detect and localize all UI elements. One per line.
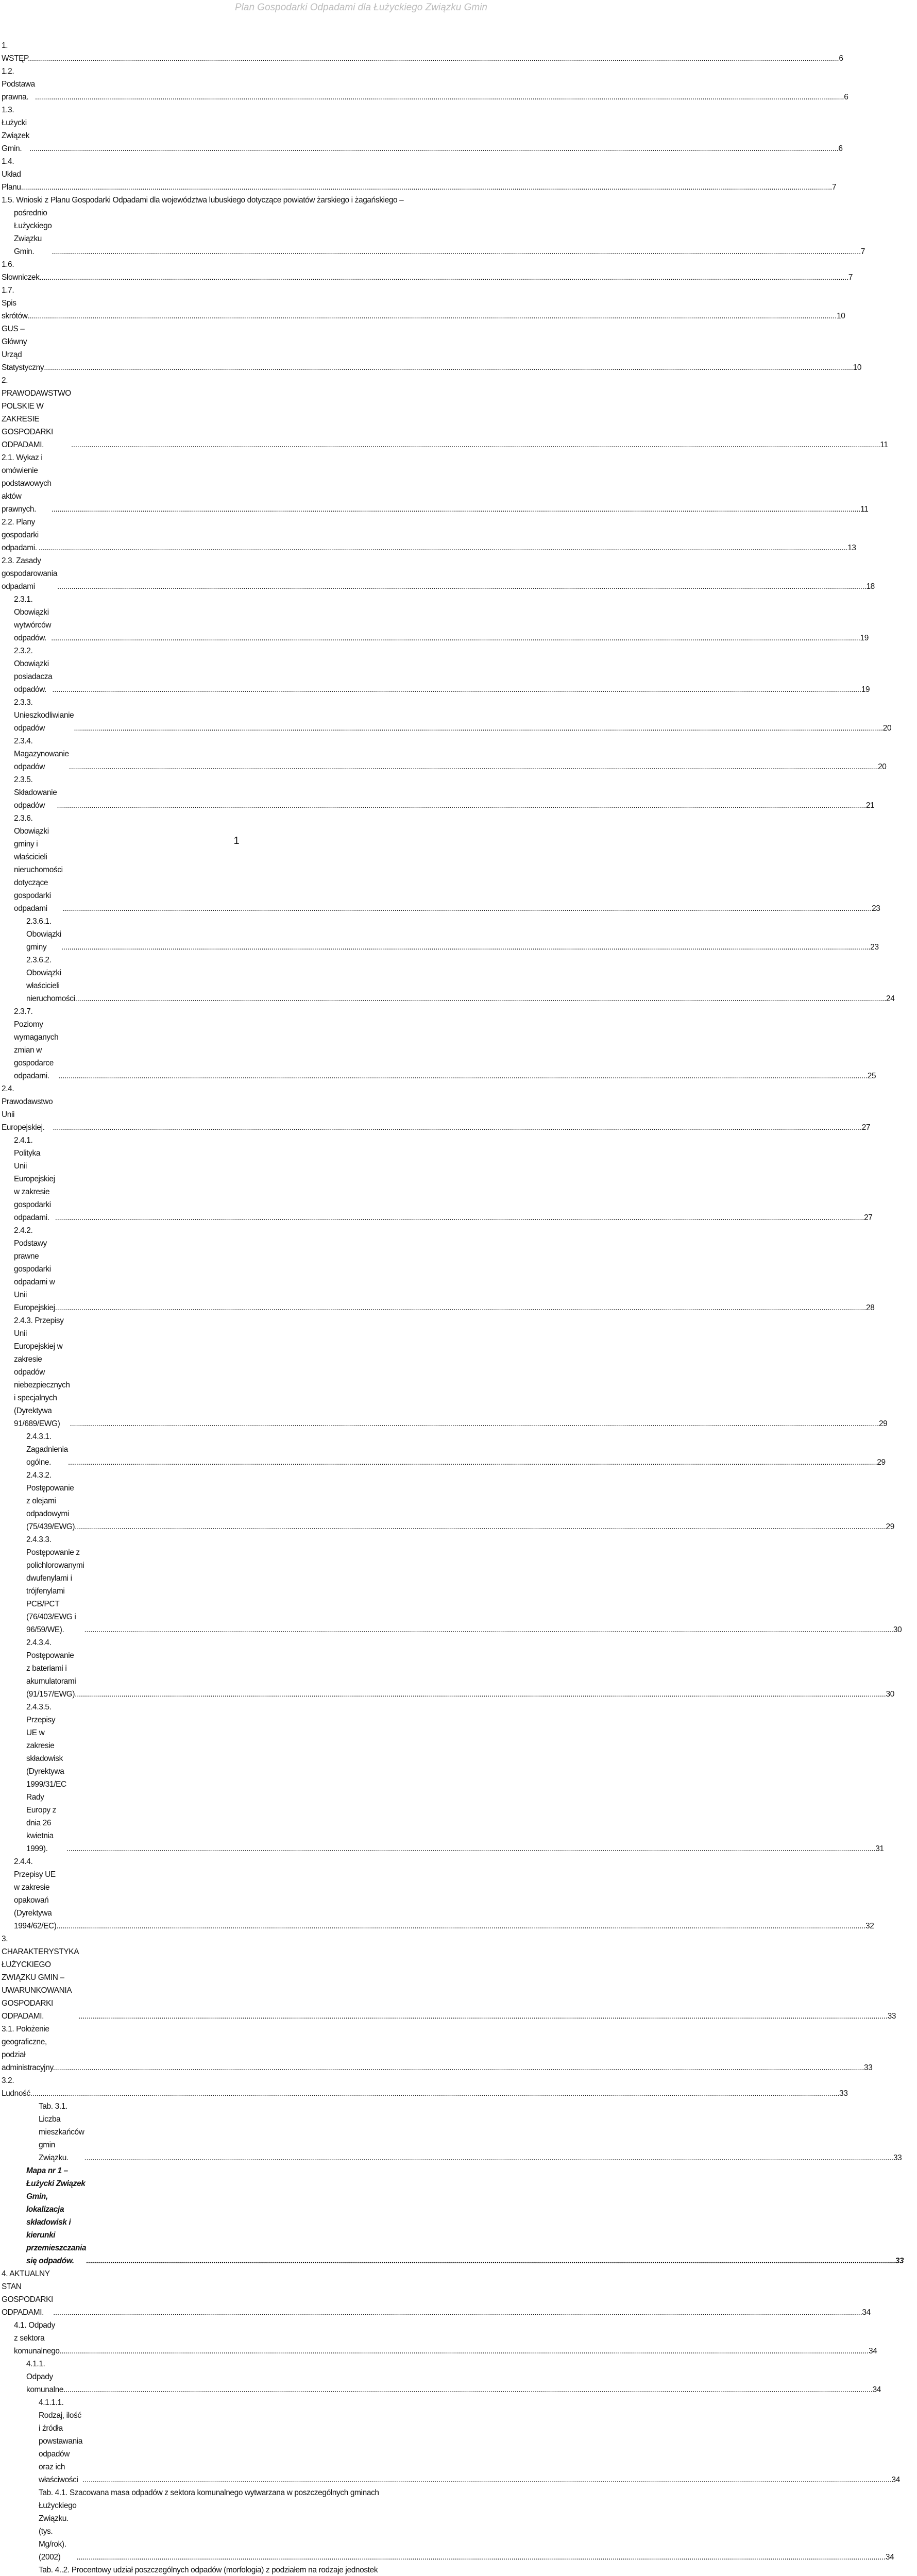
toc-entry-label: 2.3.6.2. Obowiązki właścicieli nieruchomości. [26,956,77,1003]
toc-entry[interactable] [2,735,887,773]
toc-entry-label: Tab. 3.1. Liczba mieszkańców gmin Związku. [39,2102,84,2162]
toc-entry-label: 2.3.6.1. Obowiązki gminy [26,917,61,952]
toc-entry[interactable] [2,1430,886,1469]
dot-leader: ................................................................................................................................................................................................................................................................................................................................................................................................................ [70,1419,879,1428]
toc-entry[interactable] [2,2267,871,2319]
toc-page-number: 32 [865,1922,874,1930]
dot-leader: ................................................................................................................................................................................................................................................................................................................................................................................................................ [63,2385,873,2394]
toc-entry[interactable] [2,1533,902,1636]
toc-page-number: 29 [878,1419,888,1428]
toc-entry[interactable] [2,773,875,812]
toc-entry-label: 4.1.1. Odpady komunalne [26,2360,64,2394]
toc-page-number: 11 [880,440,888,449]
toc-page-number: 34 [862,2308,871,2317]
toc-page-number: 21 [865,801,875,810]
toc-entry[interactable] [2,2074,848,2100]
toc-entry-label: Tab. 4.1. Szacowana masa odpadów z sektora komunalnego wytwarzana w poszczególnych gminach [39,2488,379,2497]
toc-entry-label: 2.3. Zasady gospodarowania odpadami [2,556,58,591]
toc-page-number: 7 [831,183,837,192]
toc-entry[interactable] [2,954,895,1005]
dot-leader: ................................................................................................................................................................................................................................................................................................................................................................................................................ [29,54,839,63]
toc-page-number: 34 [872,2385,881,2394]
toc-entry-label: 2.3.3. Unieszkodliwianie odpadów [14,698,74,733]
toc-page-number: 28 [865,1303,875,1312]
toc-entry[interactable] [2,1082,871,1134]
toc-entry-label: 2.4.3.1. Zagadnienia ogólne. [26,1432,68,1467]
dot-leader: ................................................................................................................................................................................................................................................................................................................................................................................................................ [57,801,866,810]
toc-page-number: 33 [893,2154,902,2162]
toc-entry-label: 2. PRAWODAWSTWO POLSKIE W ZAKRESIE GOSPODARKI ODPADAMI. [2,376,71,449]
dot-leader: ................................................................................................................................................................................................................................................................................................................................................................................................................ [35,93,844,101]
dot-leader: ................................................................................................................................................................................................................................................................................................................................................................................................................ [57,582,867,591]
toc-entry-label: 2.3.5. Składowanie odpadów [14,775,57,810]
toc-entry[interactable] [2,39,843,65]
toc-entry[interactable] [2,194,865,258]
toc-entry-label: 2.4.4. Przepisy UE w zakresie opakowań (Dyrektywa 1994/62/EC) [14,1857,57,1930]
toc-page-number: 27 [864,1213,873,1222]
toc-entry-label: 4.1. Odpady z sektora komunalnego [14,2321,60,2355]
toc-entry-label: 1.2. Podstawa prawna. [2,67,35,101]
toc-entry[interactable] [2,2023,873,2074]
toc-entry[interactable] [2,155,837,194]
toc-entry-label: 2.4.3.5. Przepisy UE w zakresie składowisk (Dyrektywa 1999/31/EC Rady Europy z dnia 26 kwietnia 1999). [26,1703,66,1853]
toc-page-number: 19 [861,685,870,694]
toc-page-number: 13 [847,544,856,552]
toc-page-number: 34 [885,2553,894,2562]
toc-entry-label: 2.4.3. Przepisy Unii Europejskiej w zakresie odpadów niebezpiecznych i specjalnych (Dyrektywa 91/689/EWG) [14,1316,70,1428]
running-header: Plan Gospodarki Odpadami dla Łużyckiego Związku Gmin [234,2,487,13]
toc-page-number: 30 [893,1625,902,1634]
dot-leader: ................................................................................................................................................................................................................................................................................................................................................................................................................ [74,724,883,733]
toc-entry-label: 3. CHARAKTERYSTYKA ŁUŻYCKIEGO ZWIĄZKU GMIN – UWARUNKOWANIA GOSPODARKI ODPADAMI. [2,1935,79,2021]
toc-page-number: 34 [868,2347,877,2355]
toc-entry-label: 3.2. Ludność [2,2076,30,2098]
table-of-contents [2,39,904,2576]
dot-leader: ................................................................................................................................................................................................................................................................................................................................................................................................................ [44,363,853,372]
toc-entry[interactable] [2,2564,479,2576]
dot-leader: ................................................................................................................................................................................................................................................................................................................................................................................................................ [55,2063,864,2072]
toc-entry[interactable] [2,1933,896,2023]
dot-leader: ................................................................................................................................................................................................................................................................................................................................................................................................................ [76,2553,886,2562]
toc-entry[interactable] [2,516,856,554]
toc-entry[interactable] [2,323,862,374]
toc-page-number: 24 [886,994,895,1003]
toc-entry-label: 2.3.2. Obowiązki posiadacza odpadów. [14,647,53,694]
toc-entry-label: Mapa nr 1 – Łużycki Związek Gmin, lokalizacja składowisk i kierunki przemieszczania się odpadów. [26,2166,87,2265]
toc-entry-label: 2.4.3.4. Postępowanie z bateriami i akumulatorami (91/157/EWG). [26,1638,77,1699]
toc-entry[interactable] [2,2486,894,2564]
toc-page-number: 25 [867,1072,876,1080]
toc-entry-label: 1. WSTĘP. [2,41,30,63]
toc-page-number: 18 [866,582,875,591]
toc-entry-label: 3.1. Położenie geograficzne, podział administracyjny. [2,2025,55,2072]
toc-entry-label: GUS – Główny Urząd Statystyczny [2,325,44,372]
toc-page-number: 10 [837,312,845,320]
dot-leader: ................................................................................................................................................................................................................................................................................................................................................................................................................ [77,1522,886,1531]
toc-entry-label: 1.4. Układ Planu. [2,157,23,192]
toc-entry-label: 2.4. Prawodawstwo Unii Europejskiej. [2,1084,53,1132]
toc-page-number: 33 [887,2012,896,2021]
toc-entry[interactable] [2,258,853,284]
toc-page-number: 7 [860,247,865,256]
toc-entry[interactable] [2,1314,888,1430]
toc-entry-label: 4. AKTUALNY STAN GOSPODARKI ODPADAMI. [2,2269,53,2317]
toc-entry[interactable] [2,1636,894,1701]
toc-entry-label: pośrednio Łużyckiego Związku Gmin. [14,209,52,256]
dot-leader: ................................................................................................................................................................................................................................................................................................................................................................................................................ [29,144,839,153]
toc-entry-label: Tab. 4..2. Procentowy udział poszczególnych odpadów (morfologia) z podziałem na rodzaje jednostek [39,2566,378,2574]
toc-entry-label: 2.3.7. Poziomy wymaganych zmian w gospodarce odpadami. [14,1007,59,1080]
dot-leader: ................................................................................................................................................................................................................................................................................................................................................................................................................ [51,634,860,642]
dot-leader: ................................................................................................................................................................................................................................................................................................................................................................................................................ [27,312,837,320]
dot-leader: ................................................................................................................................................................................................................................................................................................................................................................................................................ [69,762,878,771]
dot-leader: ................................................................................................................................................................................................................................................................................................................................................................................................................ [53,2308,862,2317]
toc-entry-label: 2.3.1. Obowiązki wytwórców odpadów. [14,595,52,642]
toc-page-number: 34 [891,2476,900,2484]
toc-page-number: 23 [872,904,880,913]
toc-page-number: 23 [870,943,879,952]
toc-entry[interactable] [2,2164,904,2267]
toc-entry[interactable] [2,451,869,516]
dot-leader: ................................................................................................................................................................................................................................................................................................................................................................................................................ [84,1625,893,1634]
toc-entry[interactable] [2,1701,884,1855]
toc-page-number: 30 [886,1690,894,1699]
toc-entry[interactable] [2,1224,875,1314]
toc-entry[interactable] [2,1469,894,1533]
dot-leader: ................................................................................................................................................................................................................................................................................................................................................................................................................ [62,904,872,913]
toc-entry[interactable] [2,2396,900,2486]
toc-entry-label: 1.6. Słowniczek [2,260,40,282]
dot-leader: ................................................................................................................................................................................................................................................................................................................................................................................................................ [66,1844,876,1853]
dot-leader: ................................................................................................................................................................................................................................................................................................................................................................................................................ [84,2154,893,2162]
dot-leader: ................................................................................................................................................................................................................................................................................................................................................................................................................ [86,2257,895,2265]
toc-entry[interactable] [2,696,892,735]
toc-page-number: 31 [875,1844,884,1853]
toc-entry-label: 1.5. Wnioski z Planu Gospodarki Odpadami dla województwa lubuskiego dotyczące powiatów żarskiego i żagańskiego – [2,196,404,205]
toc-entry-label: 2.2. Plany gospodarki odpadami. [2,518,39,552]
toc-page-number: 29 [886,1522,894,1531]
dot-leader: ................................................................................................................................................................................................................................................................................................................................................................................................................ [52,685,861,694]
toc-entry[interactable] [2,104,843,155]
dot-leader: ................................................................................................................................................................................................................................................................................................................................................................................................................ [67,1458,877,1467]
toc-entry[interactable] [2,374,888,451]
toc-entry[interactable] [2,1134,873,1224]
toc-page-number: 6 [844,93,848,101]
toc-entry[interactable] [2,2100,902,2164]
page-number: 1 [233,835,240,846]
toc-entry-label: 1.3. Łużycki Związek Gmin. [2,106,29,153]
dot-leader: ................................................................................................................................................................................................................................................................................................................................................................................................................ [56,1922,865,1930]
toc-entry[interactable] [2,593,869,645]
toc-entry-label: 1.7. Spis skrótów [2,286,28,320]
toc-entry[interactable] [2,1855,874,1933]
toc-entry-label: 2.4.1. Polityka Unii Europejskiej w zakresie gospodarki odpadami. [14,1136,55,1222]
toc-entry-label: 2.4.3.3. Postępowanie z polichlorowanymi dwufenylami i trójfenylami PCB/PCT (76/403/EWG i 96/59/WE). [26,1535,84,1634]
dot-leader: ................................................................................................................................................................................................................................................................................................................................................................................................................ [82,2476,892,2484]
toc-page-number: 20 [882,724,892,733]
toc-page-number: 10 [853,363,862,372]
toc-entry-label: Łużyckiego Związku. (tys. Mg/rok).(2002) [39,2501,77,2562]
toc-entry[interactable] [2,915,879,954]
toc-page-number: 19 [860,634,869,642]
toc-page-number: 33 [895,2257,904,2265]
toc-page-number: 33 [839,2089,848,2098]
dot-leader: ................................................................................................................................................................................................................................................................................................................................................................................................................ [78,2012,888,2021]
dot-leader: ................................................................................................................................................................................................................................................................................................................................................................................................................ [59,2347,869,2355]
dot-leader: ................................................................................................................................................................................................................................................................................................................................................................................................................ [77,1690,886,1699]
toc-entry[interactable] [2,65,848,104]
toc-entry[interactable] [2,812,880,915]
dot-leader: ................................................................................................................................................................................................................................................................................................................................................................................................................ [51,505,861,514]
dot-leader: ................................................................................................................................................................................................................................................................................................................................................................................................................ [61,943,871,952]
dot-leader: ................................................................................................................................................................................................................................................................................................................................................................................................................ [38,544,848,552]
toc-entry[interactable] [2,1005,876,1082]
dot-leader: ................................................................................................................................................................................................................................................................................................................................................................................................................ [71,440,880,449]
toc-entry-label: 4.1.1.1. Rodzaj, ilość i źródła powstawania odpadów oraz ich właściwości [39,2398,83,2484]
dot-leader: ................................................................................................................................................................................................................................................................................................................................................................................................................ [52,247,861,256]
toc-page-number: 33 [864,2063,873,2072]
toc-entry[interactable] [2,2358,881,2396]
toc-entry-label: 2.3.4. Magazynowanie odpadów [14,737,69,771]
toc-page-number: 27 [861,1123,871,1132]
dot-leader: ................................................................................................................................................................................................................................................................................................................................................................................................................ [55,1213,864,1222]
toc-entry-label: 2.4.2. Podstawy prawne gospodarki odpadami w Unii Europejskiej. [14,1226,57,1312]
toc-entry[interactable] [2,554,875,593]
toc-entry-label: 2.4.3.2. Postępowanie z olejami odpadowymi (75/439/EWG). [26,1471,77,1531]
toc-entry[interactable] [2,2319,877,2358]
dot-leader: ................................................................................................................................................................................................................................................................................................................................................................................................................ [57,1303,866,1312]
toc-page-number: 6 [839,54,843,63]
toc-entry[interactable] [2,284,845,323]
dot-leader: ................................................................................................................................................................................................................................................................................................................................................................................................................ [77,994,887,1003]
toc-page-number: 11 [860,505,869,514]
toc-entry[interactable] [2,645,870,696]
dot-leader: ................................................................................................................................................................................................................................................................................................................................................................................................................ [23,183,832,192]
dot-leader: ................................................................................................................................................................................................................................................................................................................................................................................................................ [39,273,848,282]
dot-leader: ................................................................................................................................................................................................................................................................................................................................................................................................................ [58,1072,868,1080]
dot-leader: ................................................................................................................................................................................................................................................................................................................................................................................................................ [30,2089,840,2098]
dot-leader: ................................................................................................................................................................................................................................................................................................................................................................................................................ [53,1123,862,1132]
toc-page-number: 20 [878,762,887,771]
toc-page-number: 29 [877,1458,886,1467]
toc-page-number: 7 [848,273,853,282]
toc-page-number: 6 [838,144,843,153]
toc-entry-label: 2.3.6. Obowiązki gminy i właścicieli nieruchomości dotyczące gospodarki odpadami [14,814,63,913]
toc-entry-label: 2.1. Wykaz i omówienie podstawowych aktów prawnych. [2,453,52,514]
